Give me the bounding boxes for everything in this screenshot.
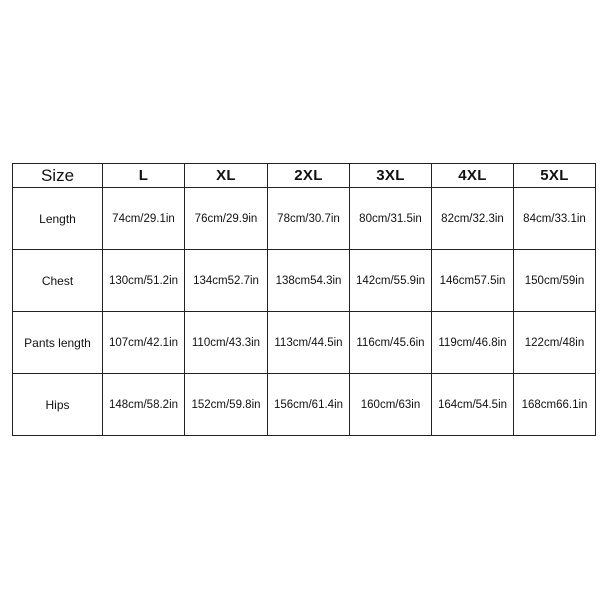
table-cell: 168cm66.1in [514,374,596,436]
table-cell: 74cm/29.1in [103,188,185,250]
table-cell: 138cm54.3in [268,250,350,312]
table-cell: 148cm/58.2in [103,374,185,436]
table-cell: 164cm/54.5in [432,374,514,436]
table-cell: 142cm/55.9in [350,250,432,312]
table-cell: 82cm/32.3in [432,188,514,250]
row-label-hips: Hips [13,374,103,436]
size-chart-table [12,163,596,436]
size-column-4xl: 4XL [432,164,514,188]
table-cell: 150cm/59in [514,250,596,312]
size-column-xl: XL [185,164,268,188]
table-row-hips [13,374,596,436]
size-column-3xl: 3XL [350,164,432,188]
table-cell: 78cm/30.7in [268,188,350,250]
table-cell: 134cm52.7in [185,250,268,312]
size-column-l: L [103,164,185,188]
table-row-length [13,188,596,250]
table-cell: 107cm/42.1in [103,312,185,374]
table-cell: 80cm/31.5in [350,188,432,250]
table-cell: 122cm/48in [514,312,596,374]
table-cell: 84cm/33.1in [514,188,596,250]
size-column-2xl: 2XL [268,164,350,188]
size-column-5xl: 5XL [514,164,596,188]
table-cell: 113cm/44.5in [268,312,350,374]
row-label-chest: Chest [13,250,103,312]
table-cell: 116cm/45.6in [350,312,432,374]
table-cell: 156cm/61.4in [268,374,350,436]
table-cell: 119cm/46.8in [432,312,514,374]
table-cell: 160cm/63in [350,374,432,436]
table-cell: 110cm/43.3in [185,312,268,374]
size-header-cell: Size [13,164,103,188]
table-cell: 152cm/59.8in [185,374,268,436]
row-label-length: Length [13,188,103,250]
table-row-chest [13,250,596,312]
table-cell: 130cm/51.2in [103,250,185,312]
table-row-pants-length [13,312,596,374]
table-cell: 76cm/29.9in [185,188,268,250]
table-cell: 146cm57.5in [432,250,514,312]
header-row [13,164,596,188]
row-label-pants-length: Pants length [13,312,103,374]
